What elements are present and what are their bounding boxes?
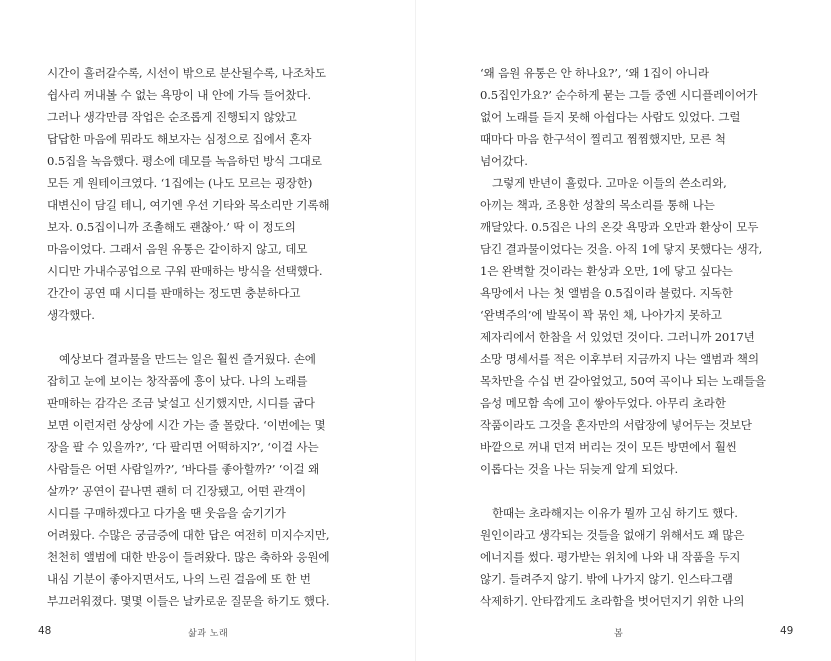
text-line: 쉽사리 꺼내볼 수 없는 욕망이 내 안에 가득 들어찼다. [47, 88, 311, 102]
text-line: 모든 게 원테이크였다. ‘1집에는 (나도 모르는 굉장한) [47, 176, 313, 190]
text-line: 바깥으로 꺼내 던져 버리는 것이 모든 방면에서 훨씬 [480, 440, 737, 454]
text-line: 담긴 결과물이었다는 것을. 아직 1에 닿지 못했다는 생각, [480, 242, 763, 256]
text-line: 답답한 마음에 뭐라도 해보자는 심정으로 집에서 혼자 [47, 132, 312, 146]
text-line: 목차만을 수십 번 갈아엎었고, 50여 곡이나 되는 노래들을 [480, 374, 766, 388]
text-line: 시디만 가내수공업으로 구워 판매하는 방식을 선택했다. [47, 264, 323, 278]
running-head-right: 봄 [614, 629, 624, 639]
text-line: 아끼는 책과, 조용한 성찰의 목소리를 통해 나는 [480, 198, 715, 212]
text-line: 0.5집인가요?’ 순수하게 묻는 그들 중엔 시디플레이어가 [480, 88, 758, 102]
text-line: 마음이었다. 그래서 음원 유통은 같이하지 않고, 데모 [47, 242, 308, 256]
paragraph-gap [480, 480, 766, 502]
running-head-left: 삶과 노래 [188, 629, 229, 639]
text-line: ‘왜 음원 유통은 안 하나요?’, ‘왜 1집이 아니라 [480, 66, 709, 80]
text-line: 판매하는 감각은 조금 낯설고 신기했지만, 시디를 굽다 [47, 396, 315, 410]
left-page [0, 0, 415, 661]
text-line: 장을 팔 수 있을까?’, ‘다 팔리면 어떡하지?’, ‘이걸 사는 [47, 440, 319, 454]
text-line: ‘완벽주의’에 발목이 꽉 묶인 채, 나아가지 못하고 [480, 308, 722, 322]
text-line: 제자리에서 한참을 서 있었던 것이다. 그러니까 2017년 [480, 330, 755, 344]
text-line: 원인이라고 생각되는 것들을 없애기 위해서도 꽤 많은 [480, 528, 745, 542]
right-page-body [480, 62, 766, 612]
text-line: 이롭다는 것을 나는 뒤늦게 알게 되었다. [480, 462, 679, 476]
text-line: 시간이 흘러갈수록, 시선이 밖으로 분산될수록, 나조차도 [47, 66, 326, 80]
text-line: 내심 기분이 좋아지면서도, 나의 느린 걸음에 또 한 번 [47, 572, 311, 586]
text-line: 보면 이런저런 상상에 시간 가는 줄 몰랐다. ‘이번에는 몇 [47, 418, 326, 432]
text-line: 넘어갔다. [480, 154, 528, 168]
text-line: 깨달았다. 0.5집은 나의 온갖 욕망과 오만과 환상이 모두 [480, 220, 759, 234]
text-line: 욕망에서 나는 첫 앨범을 0.5집이라 불렀다. 지독한 [480, 286, 733, 300]
page-number-right: 49 [780, 625, 794, 637]
text-line: 대변신이 담길 테니, 여기엔 우선 기타와 목소리만 기록해 [47, 198, 330, 212]
text-line: 간간이 공연 때 시디를 판매하는 정도면 충분하다고 [47, 286, 301, 300]
text-line: 어려웠다. 수많은 궁금증에 대한 답은 여전히 미지수지만, [47, 528, 330, 542]
text-line: 보자. 0.5집이니까 조촐해도 괜찮아.’ 딱 이 정도의 [47, 220, 296, 234]
text-line: 그렇게 반년이 흘렀다. 고마운 이들의 쓴소리와, [492, 176, 727, 190]
left-page-body [47, 62, 329, 612]
text-line: 에너지를 썼다. 평가받는 위치에 나와 내 작품을 두지 [480, 550, 741, 564]
text-line: 때마다 마음 한구석이 찔리고 찜찜했지만, 모른 척 [480, 132, 726, 146]
text-line: 음성 메모함 속에 고이 쌓아두었다. 아무리 초라한 [480, 396, 726, 410]
page-number-left: 48 [38, 625, 52, 637]
text-line: 1은 완벽할 것이라는 환상과 오만, 1에 닿고 싶다는 [480, 264, 733, 278]
text-line: 작품이라도 그것을 혼자만의 서랍장에 넣어두는 것보단 [480, 418, 752, 432]
paragraph-gap [47, 326, 329, 348]
text-line: 생각했다. [47, 308, 95, 322]
text-line: 삭제하기. 안타깝게도 초라함을 벗어던지기 위한 나의 [480, 594, 745, 608]
text-line: 천천히 앨범에 대한 반응이 들려왔다. 많은 축하와 응원에 [47, 550, 330, 564]
text-line: 한때는 초라해지는 이유가 뭘까 고심 하기도 했다. [492, 506, 738, 520]
text-line: 잡히고 눈에 보이는 창작품에 흥이 났다. 나의 노래를 [47, 374, 308, 388]
text-line: 없어 노래를 듣지 못해 아쉽다는 사람도 있었다. 그럴 [480, 110, 741, 124]
text-line: 살까?’ 공연이 끝나면 괜히 더 긴장됐고, 어떤 관객이 [47, 484, 306, 498]
text-line: 부끄러워졌다. 몇몇 이들은 날카로운 질문을 하기도 했다. [47, 594, 330, 608]
text-line: 0.5집을 녹음했다. 평소에 데모를 녹음하던 방식 그대로 [47, 154, 322, 168]
text-line: 시디를 구매하겠다고 다가올 땐 웃음을 숨기기가 [47, 506, 286, 520]
text-line: 사람들은 어떤 사람일까?’, ‘바다를 좋아할까?’ ‘이걸 왜 [47, 462, 320, 476]
text-line: 소망 명세서를 적은 이후부터 지금까지 나는 앨범과 책의 [480, 352, 759, 366]
text-line: 그러나 생각만큼 작업은 순조롭게 진행되지 않았고 [47, 110, 297, 124]
text-line: 예상보다 결과물을 만드는 일은 훨씬 즐거웠다. 손에 [59, 352, 316, 366]
text-line: 않기. 들려주지 않기. 밖에 나가지 않기. 인스타그램 [480, 572, 733, 586]
right-page [416, 0, 831, 661]
